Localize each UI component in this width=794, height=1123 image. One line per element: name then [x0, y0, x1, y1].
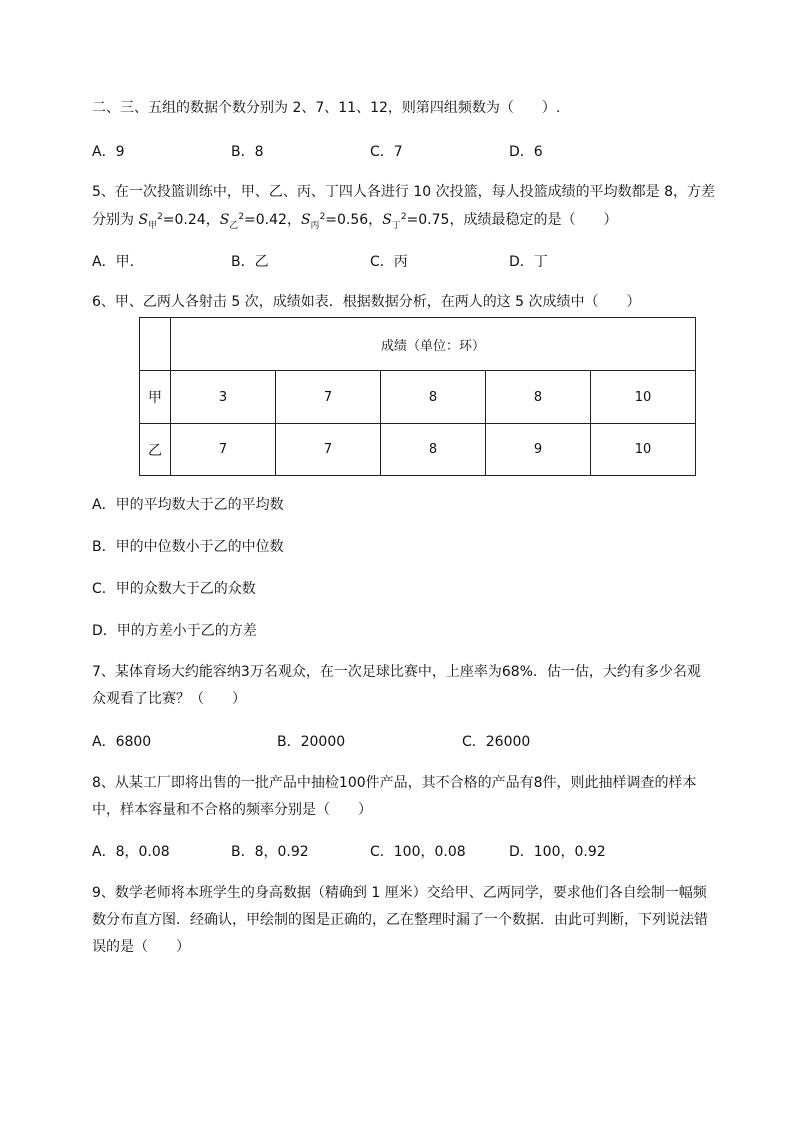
- table-row: [140, 371, 696, 424]
- table-cell: 8: [381, 424, 486, 476]
- q4-text: 二、三、五组的数据个数分别为 2、7、11、12，则第四组频数为（ ）.: [92, 100, 561, 116]
- q5-option-b: B．乙: [231, 254, 269, 270]
- row-name-cell: 甲: [140, 371, 171, 424]
- q5-option-d: D．丁: [509, 254, 548, 270]
- table-header-cell: 成绩（单位：环）: [171, 318, 696, 371]
- q5-option-a: A．甲.: [92, 254, 135, 270]
- q7-line2: 众观看了比赛？（ ）: [92, 691, 246, 707]
- q7-option-b: B．20000: [277, 734, 346, 750]
- q4-option-a: A．9: [92, 144, 125, 160]
- q5-option-c: C．丙: [370, 254, 408, 270]
- q9-line2: 数分布直方图．经确认，甲绘制的图是正确的，乙在整理时漏了一个数据．由此可判断，下列说法错: [92, 912, 708, 928]
- q8-line1: 8、从某工厂即将出售的一批产品中抽检100件产品，其不合格的产品有8件，则此抽样调查的样本: [92, 775, 697, 791]
- q8-option-b: B．8，0.92: [231, 844, 309, 860]
- q5-line1: 5、在一次投篮训练中，甲、乙、丙、丁四人各进行 10 次投篮，每人投篮成绩的平均数都是 8，方差: [92, 184, 715, 200]
- table-cell: 7: [276, 371, 381, 424]
- q7-line1: 7、某体育场大约能容纳3万名观众，在一次足球比赛中，上座率为68%．估一估，大约有多少名观: [92, 664, 701, 680]
- q7-option-c: C．26000: [462, 734, 531, 750]
- q4-option-c: C．7: [370, 144, 403, 160]
- table-cell: 7: [276, 424, 381, 476]
- q9-line3: 误的是（ ）: [92, 939, 190, 955]
- q6-text: 6、甲、乙两人各射击 5 次，成绩如表．根据数据分析，在两人的这 5 次成绩中（ ）: [92, 294, 641, 310]
- table-cell: 10: [591, 371, 696, 424]
- table-row: [140, 424, 696, 476]
- table-cell: 9: [486, 424, 591, 476]
- q7-option-a: A．6800: [92, 734, 152, 750]
- q5-line2: 分别为 $S_甲^2=0.24$，$S_乙^2=0.42$，$S_丙^2=0.56$，$S_丁^2=0.75$，成绩最稳定的是（ ）: [92, 212, 618, 231]
- q8-option-a: A．8，0.08: [92, 844, 170, 860]
- q6-option-a: A．甲的平均数大于乙的平均数: [92, 497, 284, 513]
- q6-option-d: D．甲的方差小于乙的方差: [92, 623, 257, 639]
- q6-option-c: C．甲的众数大于乙的众数: [92, 581, 256, 597]
- q8-option-d: D．100，0.92: [509, 844, 606, 860]
- row-name-cell: 乙: [140, 424, 171, 476]
- q8-line2: 中，样本容量和不合格的频率分别是（ ）: [92, 802, 372, 818]
- table-cell: 10: [591, 424, 696, 476]
- q4-option-b: B．8: [231, 144, 264, 160]
- q4-option-d: D．6: [509, 144, 543, 160]
- q9-line1: 9、数学老师将本班学生的身高数据（精确到 1 厘米）交给甲、乙两同学，要求他们各自绘制一幅频: [92, 885, 707, 901]
- table-cell: 7: [171, 424, 276, 476]
- q8-option-c: C．100，0.08: [370, 844, 466, 860]
- table-cell: 8: [381, 371, 486, 424]
- table-cell: 3: [171, 371, 276, 424]
- table-cell: 8: [486, 371, 591, 424]
- table-corner-cell: [140, 318, 171, 371]
- table-header-row: [140, 318, 696, 371]
- q6-option-b: B．甲的中位数小于乙的中位数: [92, 539, 284, 555]
- scores-table: [139, 317, 696, 476]
